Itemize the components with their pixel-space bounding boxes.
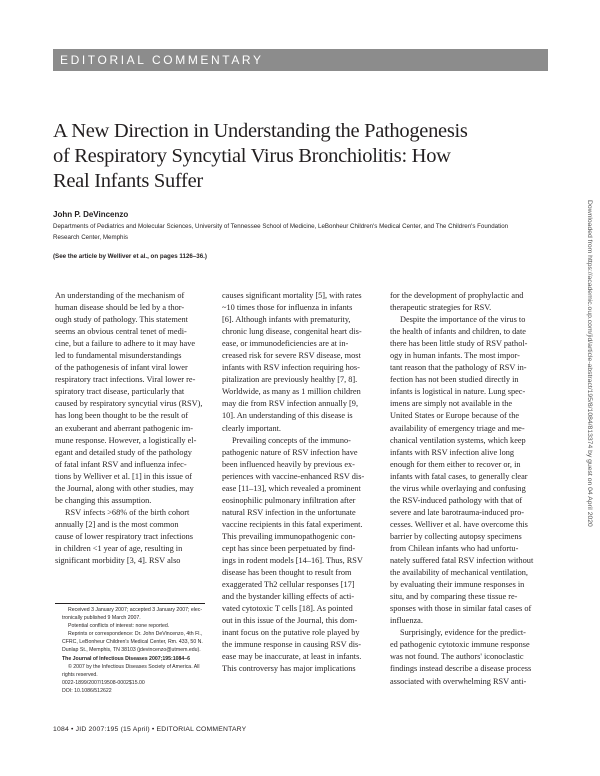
text-line: disease has been thought to result from	[222, 568, 352, 578]
text-line: be changing this assumption.	[55, 495, 152, 505]
text-line: ogy in human infants. The most impor-	[390, 351, 520, 361]
text-line: mune response. However, a logistically el-	[55, 435, 197, 445]
footnotes	[62, 607, 207, 696]
text-line: imens are simply not available in the	[390, 399, 513, 409]
text-line: Surprisingly, evidence for the predict-	[400, 628, 526, 638]
footnote-line: The Journal of Infectious Diseases 2007;195:1084–6	[62, 656, 191, 663]
text-line: enough for them either to recover or, in	[390, 459, 521, 469]
text-line: severe and late barotrauma-induced pro-	[390, 507, 525, 517]
text-line: respiratory tract infections. Viral lower re-	[55, 375, 196, 385]
download-watermark	[583, 200, 593, 580]
footnote-line: © 2007 by the Infectious Diseases Society of America. All	[68, 664, 200, 671]
page-footer: 1084 • JID 2007:195 (15 April) • EDITORIAL COMMENTARY	[53, 726, 247, 733]
text-line: cesses. Welliver et al. have overcome this	[390, 519, 528, 529]
related-article-note: (See the article by Welliver et al., on pages 1126–36.)	[53, 253, 207, 260]
text-line: the health of infants and children, to date	[390, 327, 526, 337]
text-line: tions by Welliver et al. [1] in this issue of	[55, 471, 192, 481]
text-line: This controversy has major implications	[222, 664, 356, 674]
text-line: egant and detailed study of the pathology	[55, 447, 192, 457]
text-line: ease [11–13], which revealed a prominent	[222, 483, 361, 493]
text-line: the RSV-induced pathology with that of	[390, 495, 523, 505]
title-line: of Respiratory Syncytial Virus Bronchiolitis: How	[53, 145, 451, 167]
text-line: for the development of prophylactic and	[390, 291, 524, 300]
text-line: was not found. The authors' iconoclastic	[390, 652, 524, 662]
text-line: ~10 times those for influenza in infants	[222, 303, 353, 313]
text-line: therapeutic strategies for RSV.	[390, 303, 492, 313]
text-line: influenza.	[390, 616, 423, 626]
text-line: infants is logistical in nature. Lung spec-	[390, 387, 526, 397]
text-line: eosinophilic pulmonary infiltration after	[222, 495, 356, 505]
author-affiliation	[53, 222, 543, 243]
text-line: findings instead describe a disease process	[390, 664, 532, 674]
text-line: the Journal, along with other studies, may	[55, 483, 194, 493]
text-line: caused by respiratory syncytial virus (RSV),	[55, 399, 203, 409]
text-line: out in this issue of the Journal, this dom-	[222, 616, 358, 626]
text-line: spiratory tract disease, particularly that	[55, 387, 185, 397]
text-line: barrier by collecting autopsy specimens	[390, 531, 522, 541]
section-banner-label: EDITORIAL COMMENTARY	[60, 53, 264, 67]
text-line: the immune response in causing RSV dis-	[222, 640, 362, 650]
text-line: availability of emergency triage and me-	[390, 423, 525, 433]
text-line: has long been thought to be the result of	[55, 411, 189, 421]
text-line: pitalization are previously healthy [7, 8].	[222, 375, 358, 385]
text-line: cept has since been perpetuated by find-	[222, 543, 356, 553]
footnote-line: Potential conflicts of interest: none reported.	[68, 622, 170, 629]
text-line: 10]. An understanding of this disease is	[222, 411, 353, 421]
text-line: ings in rodent models [14–16]. Thus, RSV	[222, 556, 363, 566]
text-line: infants with fatal cases, to generally clear	[390, 471, 528, 481]
text-line: United States or Europe because of the	[390, 411, 520, 421]
text-line: led to fundamental misunderstandings	[55, 351, 182, 361]
text-line: infants with RSV infection alive long	[390, 447, 515, 457]
text-line: causes significant mortality [5], with rates	[222, 291, 362, 300]
title-line: Real Infants Suffer	[53, 170, 203, 192]
article-title	[53, 119, 523, 194]
text-line: ed pathogenic cytotoxic immune response	[390, 640, 530, 650]
affiliation-line: Departments of Pediatrics and Molecular Sciences, University of Tennessee School of Medicine, LeBonheur Children's Medical Center, and The Children's Foundation	[53, 223, 509, 230]
footnote-line: DOI: 10.1086/512622	[62, 688, 112, 695]
footnote-line: CFRC, LeBonheur Children's Medical Center, Rm. 433, 50 N.	[62, 638, 203, 645]
text-line: situ, and by comparing these tissue re-	[390, 592, 518, 602]
footnote-line: Reprints or correspondence: Dr. John DeVincenzo, 4th Fl.,	[68, 630, 203, 637]
text-line: there has been little study of RSV pathol-	[390, 339, 528, 349]
text-line: periences with vaccine-enhanced RSV dis-	[222, 471, 365, 481]
text-line: vated cytotoxic T cells [18]. As pointed	[222, 604, 353, 614]
text-line: and the bystander killing effects of acti-	[222, 592, 355, 602]
footnote-line: rights reserved.	[62, 672, 98, 679]
text-line: of the pathogenesis of infant viral lower	[55, 363, 188, 373]
text-line: ease, or immunodeficiencies are at in-	[222, 339, 349, 349]
text-line: ough study of pathology. This statement	[55, 315, 188, 325]
text-line: creased risk for severe RSV disease, most	[222, 351, 361, 361]
text-line: the availability of mechanical ventilation,	[390, 568, 529, 578]
text-line: significant morbidity [3, 4]. RSV also	[55, 556, 181, 566]
text-line: may die from RSV infection annually [9,	[222, 399, 359, 409]
text-line: pathogenic nature of RSV infection have	[222, 447, 358, 457]
text-line: chanical ventilation systems, which keep	[390, 435, 526, 445]
download-watermark-text: Downloaded from https://academic.oup.com/jid/article-abstract/195/8/1084/813374 by guest on 04 April 2020	[586, 200, 593, 527]
text-line: from Chilean infants who had unfortu-	[390, 543, 519, 553]
text-line: cine, but a failure to adhere to it may have	[55, 339, 196, 349]
text-line: An understanding of the mechanism of	[55, 291, 185, 300]
text-line: inant focus on the putative role played by	[222, 628, 360, 638]
text-line: of fatal infant RSV and influenza infec-	[55, 459, 187, 469]
text-line: This prevailing immunopathogenic con-	[222, 531, 356, 541]
footnote-line: 0022-1899/2007/19508-0002$15.00	[62, 680, 145, 687]
text-line: the virus while overlaying and confusing	[390, 483, 526, 493]
title-line: A New Direction in Understanding the Pathogenesis	[53, 120, 468, 142]
text-line: fection has not been studied directly in	[390, 375, 519, 385]
footnote-divider	[55, 603, 205, 604]
text-line: Despite the importance of the virus to	[400, 315, 526, 325]
text-line: in children <1 year of age, resulting in	[55, 543, 183, 553]
text-line: [6]. Although infants with prematurity,	[222, 315, 351, 325]
text-line: associated with overwhelming RSV anti-	[390, 676, 527, 686]
text-line: infants with RSV infection requiring hos-	[222, 363, 360, 373]
text-line: chronic lung disease, congenital heart dis-	[222, 327, 362, 337]
text-line: nately suffered fatal RSV infection without	[390, 556, 534, 566]
text-line: Worldwide, as many as 1 million children	[222, 387, 361, 397]
text-line: Prevailing concepts of the immuno-	[232, 435, 351, 445]
text-line: by evaluating their immune responses in	[390, 580, 525, 590]
footnote-line: Dunlap St., Memphis, TN 38103 (jdevincenzo@utmem.edu).	[62, 646, 201, 653]
text-line: natural RSV infection in the unfortunate	[222, 507, 356, 517]
footnote-line: Received 3 January 2007; accepted 3 January 2007; elec-	[68, 607, 203, 613]
author-name: John P. DeVincenzo	[53, 210, 129, 219]
text-line: been influenced heavily by previous ex-	[222, 459, 355, 469]
text-line: RSV infects >68% of the birth cohort	[65, 507, 190, 517]
text-line: exaggerated Th2 cellular responses [17]	[222, 580, 355, 590]
section-banner	[53, 49, 548, 71]
body-column-2	[222, 290, 372, 676]
text-line: cause of lower respiratory tract infections	[55, 531, 193, 541]
affiliation-line: Research Center, Memphis	[53, 233, 128, 241]
text-line: ease may be inaccurate, at least in infants.	[222, 652, 362, 662]
text-line: an exuberant and aberrant pathogenic im-	[55, 423, 193, 433]
body-column-3	[390, 290, 540, 688]
text-line: annually [2] and is the most common	[55, 519, 179, 529]
text-line: seems an obvious central tenet of medi-	[55, 327, 187, 337]
text-line: tant reason that the pathology of RSV in-	[390, 363, 527, 373]
body-column-1	[55, 290, 205, 567]
text-line: vaccine recipients in this fatal experiment.	[222, 519, 363, 529]
text-line: sponses with those in similar fatal cases of	[390, 604, 532, 614]
text-line: clearly important.	[222, 423, 281, 433]
footnote-line: tronically published 9 March 2007.	[62, 614, 141, 621]
text-line: human disease should be led by a thor-	[55, 303, 185, 313]
